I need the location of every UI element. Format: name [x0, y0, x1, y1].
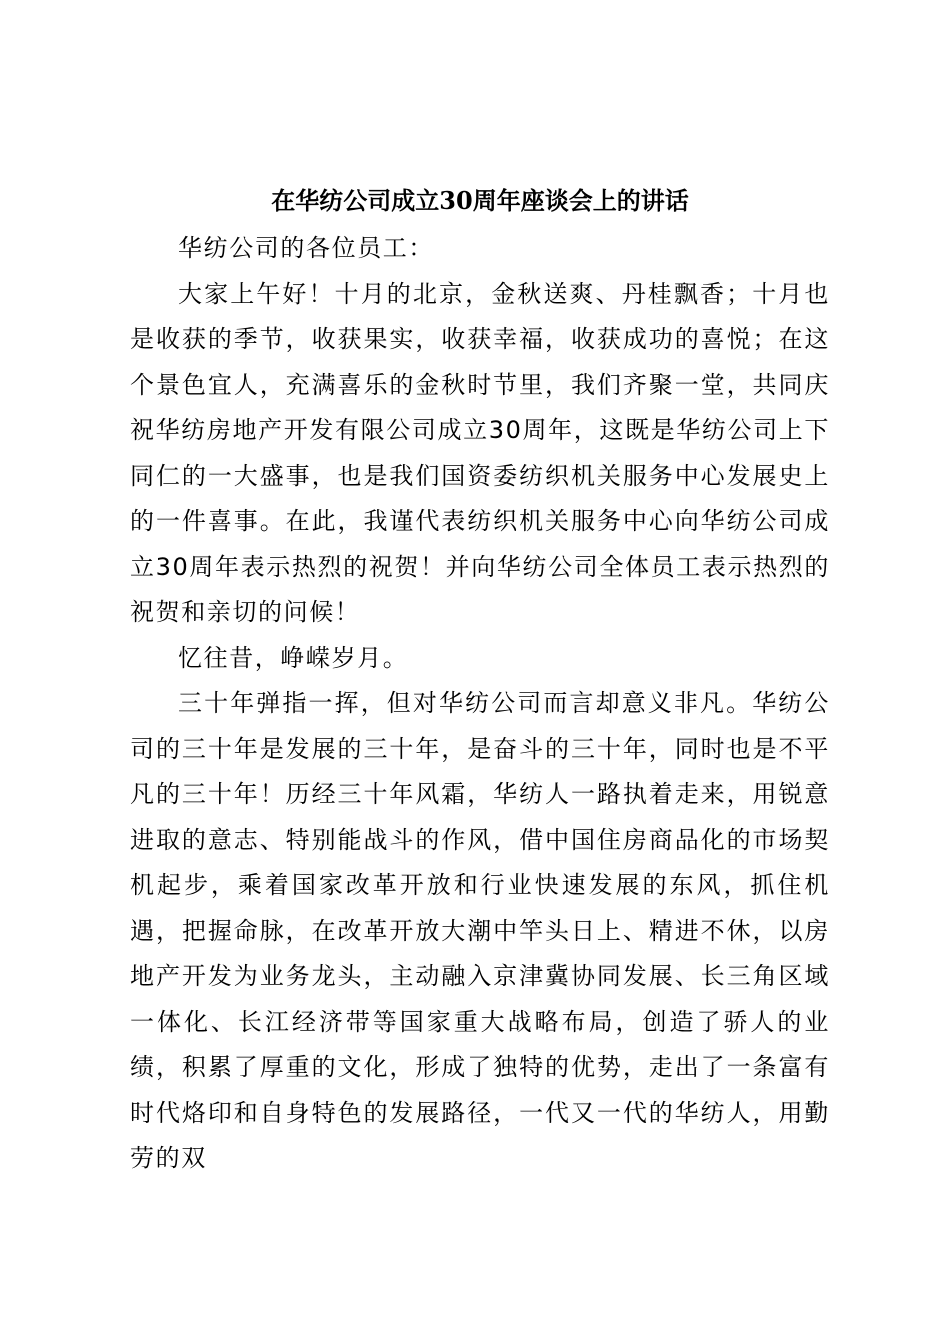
paragraph-section-heading: 忆往昔，峥嵘岁月。: [178, 643, 409, 672]
paragraph-opening: 大家上午好！十月的北京，金秋送爽、丹桂飘香；十月也是收获的季节，收获果实，收获幸福，收获成功的喜悦；在这个景色宜人，充满喜乐的金秋时节里，我们齐聚一堂，共同庆祝华纺房地产开发有限公司成立30周年，这既是华纺公司上下同仁的一大盛事，也是我们国资委纺织机关服务中心发展史上的一件喜事。在此，我谨代表纺织机关服务中心向华纺公司成立30周年表示热烈的祝贺！并向华纺公司全体员工表示热烈的祝贺和亲切的问候！: [130, 279, 830, 626]
document-title: 在华纺公司成立30周年座谈会上的讲话: [271, 186, 689, 215]
document-body: [130, 226, 830, 1182]
paragraph-history: 三十年弹指一挥，但对华纺公司而言却意义非凡。华纺公司的三十年是发展的三十年，是奋斗的三十年，同时也是不平凡的三十年！历经三十年风霜，华纺人一路执着走来，用锐意进取的意志、特别能战斗的作风，借中国住房商品化的市场契机起步，乘着国家改革开放和行业快速发展的东风，抓住机遇，把握命脉，在改革开放大潮中竿头日上、精进不休，以房地产开发为业务龙头，主动融入京津冀协同发展、长三角区域一体化、长江经济带等国家重大战略布局，创造了骄人的业绩，积累了厚重的文化，形成了独特的优势，走出了一条富有时代烙印和自身特色的发展路径，一代又一代的华纺人，用勤劳的双: [130, 689, 830, 1172]
paragraph-greeting: 华纺公司的各位员工：: [178, 234, 434, 262]
